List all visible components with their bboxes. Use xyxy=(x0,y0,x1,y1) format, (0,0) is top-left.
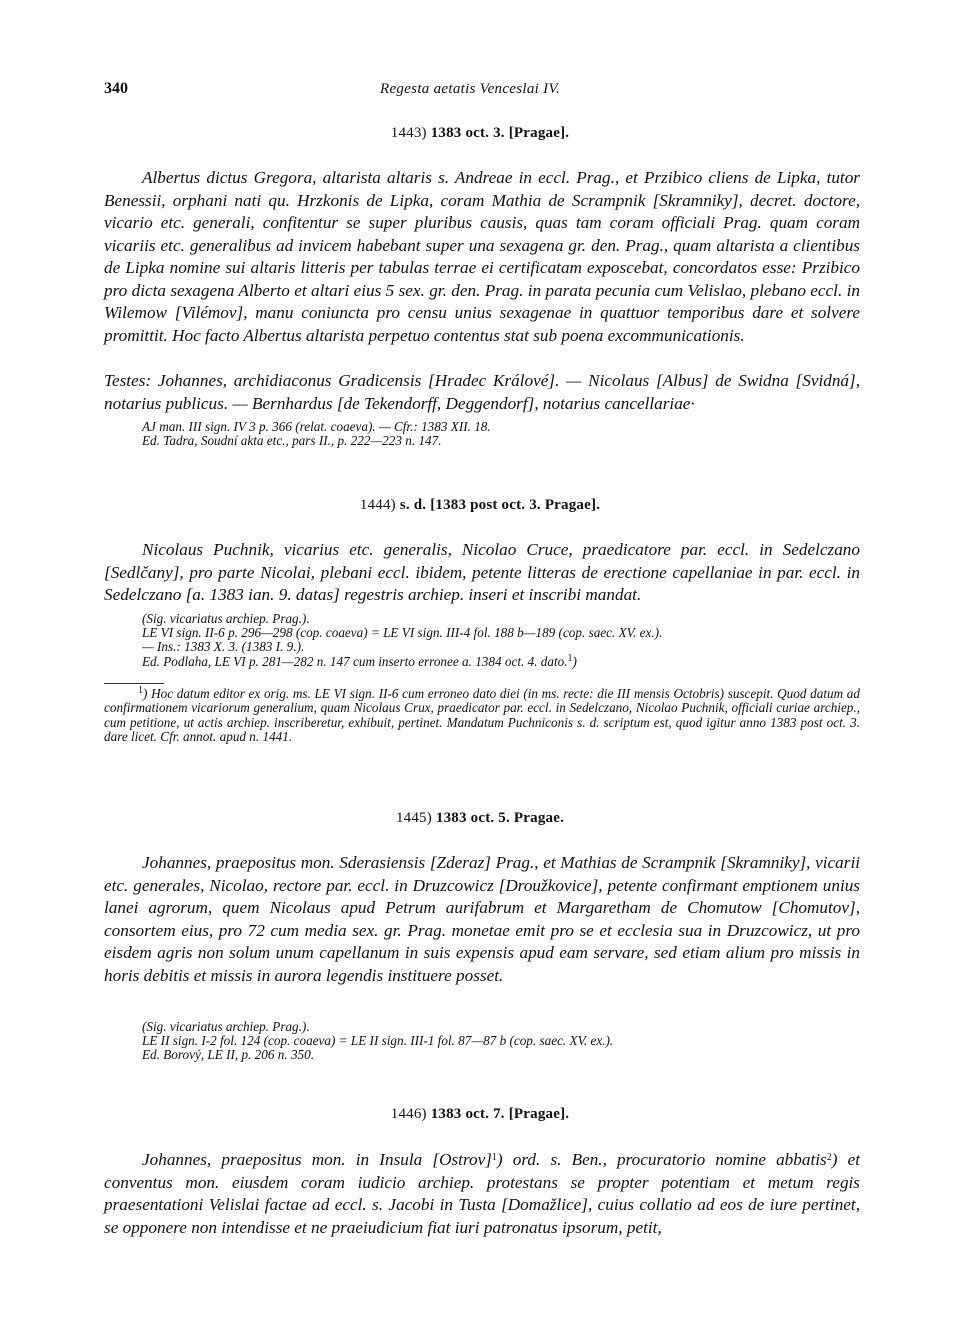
source-line: Ed. Tadra, Soudní akta etc., pars II., p. 222—223 n. 147. xyxy=(142,433,442,449)
entry-date: 1383 oct. 7. [Pragae]. xyxy=(430,1106,570,1122)
entry-number: 1444) xyxy=(359,497,396,513)
footnote-divider xyxy=(104,683,164,684)
footnote-ref: 1 xyxy=(491,1152,497,1163)
page-number: 340 xyxy=(104,80,128,97)
entry-text-1446: Johannes, praepositus mon. in Insula [Ostrov]$^1$) ord. s. Ben., procuratorio nomine abbatis$^2$) et conventus mon. eiusdem coram iudicio archiep. protestans se propter potentiam et metum regis praesentationi Velislai factae ad eccl. s. Jacobi in Tusta [Domažlice], cuius collatio ad eos de iure pertinet, se opponere non intendisse et ne praeiudicium fiat iuri patronatus ipsorum, petit, xyxy=(104,1150,860,1237)
entry-date: s. d. [1383 post oct. 3. Pragae]. xyxy=(399,497,601,513)
entry-sources-1445 xyxy=(142,1020,862,1063)
footnote-ref: 2 xyxy=(826,1152,832,1163)
source-line: Ed. Podlaha, LE VI p. 281—282 n. 147 cum inserto erronee a. 1384 oct. 4. dato.$^1$) xyxy=(142,652,577,669)
source-line: (Sig. vicariatus archiep. Prag.). xyxy=(142,1019,310,1034)
entry-date: 1383 oct. 3. [Pragae]. xyxy=(430,125,570,141)
source-line: (Sig. vicariatus archiep. Prag.). xyxy=(142,611,310,626)
source-line: AJ man. III sign. IV 3 p. 366 (relat. coaeva). — Cfr.: 1383 XII. 18. xyxy=(142,419,491,434)
entry-witnesses-1443: Testes: Johannes, archidiaconus Gradicensis [Hradec Králové]. — Nicolaus [Albus] de Swidna [Svidná], notarius publicus. — Bernhardus [de Tekendorff, Deggendorf], notarius cancellariae· xyxy=(104,371,860,413)
footnote: $^1$) Hoc datum editor ex orig. ms. LE VI sign. II-6 cum erroneo dato diei (in ms. recte: die III mensis Octobris) suscepit. Quod datum ad confirmationem vicariorum generalium, quam Nicolaus Crux, praedicator par. eccl. in Sedelczano, Nicolao Puchnik, officiali curiae archiep., cum petitione, ut actis archiep. inscriberetur, exhibuit, pertinet. Mandatum Puchniconis s. d. scriptum est, quod igitur anno 1383 post oct. 3. dare licet. Cfr. annot. apud n. 1441. xyxy=(104,685,860,744)
footnote-text: Hoc datum editor ex orig. ms. LE VI sign. II-6 cum erroneo dato diei (in ms. recte: die III mensis Octobris) suscepit. Quod datum ad confirmationem vicariorum generalium, quam Nicolaus Crux, praedicator par. eccl. in Sedelczano, Nicolao Puchnik, officiali curiae archiep., cum petitione, ut actis archiep. inscriberetur, exhibuit, pertinet. Mandatum Puchniconis s. d. scriptum est, quod igitur anno 1383 post oct. 3. dare licet. Cfr. annot. apud n. 1441. xyxy=(104,686,860,744)
entry-number: 1445) xyxy=(395,810,432,826)
source-line: — Ins.: 1383 X. 3. (1383 I. 9.). xyxy=(142,639,305,655)
entry-text-1444: Nicolaus Puchnik, vicarius etc. generalis, Nicolao Cruce, praedicatore par. eccl. in Sedelczano [Sedlčany], pro parte Nicolai, plebani eccl. ibidem, petente litteras de erectione capellaniae in par. eccl. in Sedelczano [a. 1383 ian. 9. datas] regestris archiep. inseri et inscribi mandat. xyxy=(104,540,860,604)
entry-sources-1444 xyxy=(142,612,862,669)
entry-number: 1446) xyxy=(390,1106,427,1122)
running-title: Regesta aetatis Venceslai IV. xyxy=(380,81,561,97)
entry-heading-1446 xyxy=(0,1106,960,1123)
entry-text-1443: Albertus dictus Gregora, altarista altaris s. Andreae in eccl. Prag., et Przibico cliens de Lipka, tutor Benessii, orphani nati qu. Hrzkonis de Lipka, coram Mathia de Scrampnik [Skramniky], decret. doctore, vicario etc. generali, confitentur se super pluribus causis, quas tam coram officiali Prag. quam coram vicariis etc. generalibus ad invicem habebant super una sexagena gr. den. Prag., quam altarista a clientibus de Lipka nomine sui altaris litteris per tabulas terrae ei certificatam exposcebat, concordatos esse: Przibico pro dicta sexagena Alberto et altari eius 5 sex. gr. den. Prag. in parata pecunia cum Velislao, plebano eccl. in Wilemow [Vilémov], manu coniuncta pro censu unius sexagenae in quattuor temporibus dare et solvere promittit. Hoc facto Albertus altarista perpetuo contentus stat sub poena excommunicationis. xyxy=(104,168,860,345)
footnote-ref: 1 xyxy=(567,652,573,664)
source-line: LE II sign. I-2 fol. 124 (cop. coaeva) = LE II sign. III-1 fol. 87—87 b (cop. saec. XV. ex.). xyxy=(142,1033,614,1049)
entry-sources-1443 xyxy=(142,420,862,448)
entry-heading-1444 xyxy=(0,497,960,514)
entry-heading-1445 xyxy=(0,810,960,827)
entry-date: 1383 oct. 5. Pragae. xyxy=(435,810,565,826)
entry-text-1445: Johannes, praepositus mon. Sderasiensis [Zderaz] Prag., et Mathias de Scrampnik [Skramniky], vicarii etc. generales, Nicolao, rectore par. eccl. in Druzcowicz [Droužkovice], petente confirmant emptionem unius lanei agrorum, quem Nicolaus apud Petrum aurifabrum et Margaretham de Chomutow [Chomutov], consortem eius, pro 72 cum media sex. gr. Prag. monetae emit pro se et ecclesia sua in Druzcowicz, ut pro eisdem agris non solum unum capellanum in suis expensis apud eam servare, sed etiam alium pro missis in horis debitis et missis in aurora legendis instituere posset. xyxy=(104,853,860,985)
source-line: Ed. Borový, LE II, p. 206 n. 350. xyxy=(142,1047,315,1063)
footnote-marker: 1 xyxy=(138,685,143,696)
entry-number: 1443) xyxy=(390,125,427,141)
source-line: LE VI sign. II-6 p. 296—298 (cop. coaeva) = LE VI sign. III-4 fol. 188 b—189 (cop. saec. XV. ex.). xyxy=(142,625,663,641)
entry-heading-1443 xyxy=(0,125,960,142)
